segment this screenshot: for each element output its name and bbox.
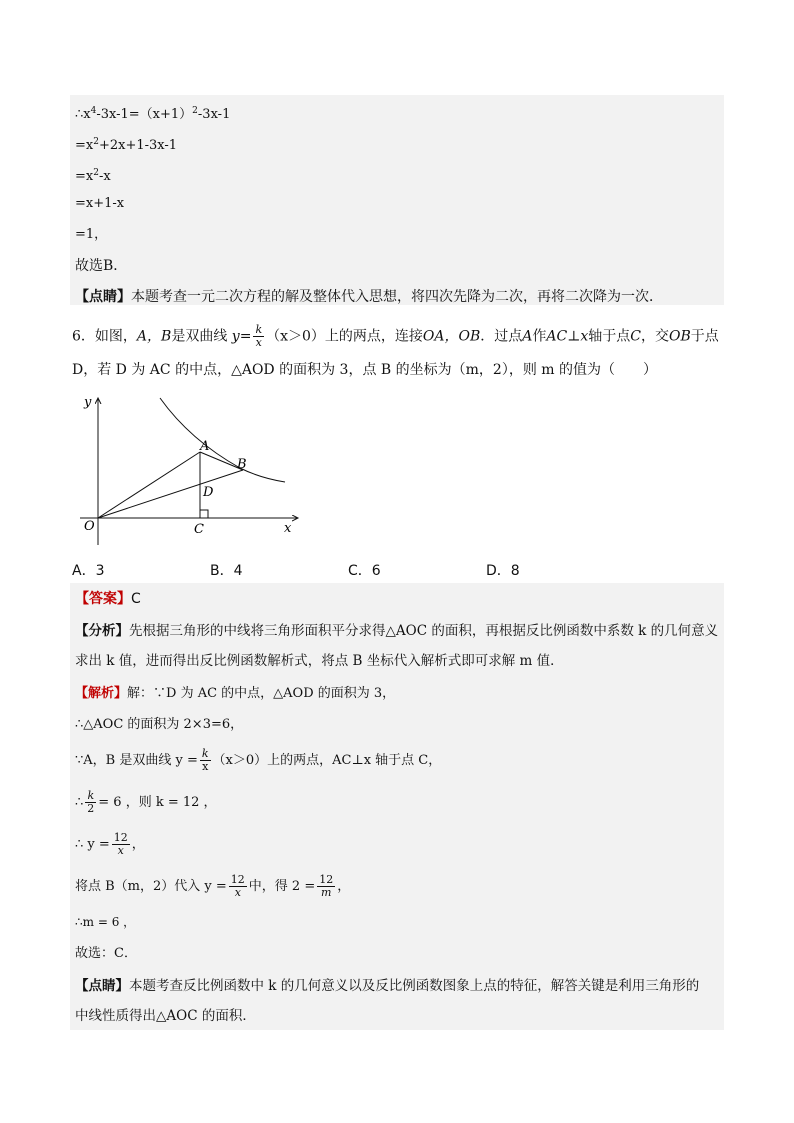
segment-OB — [98, 470, 243, 518]
question-line-2: D，若 D 为 AC 的中点，△AOD 的面积为 3，点 B 的坐标为（m，2），则 m 的值为（ ） — [72, 362, 658, 378]
option-c: C．6 — [348, 563, 381, 579]
prev-line-4: =x+1-x — [75, 196, 125, 211]
solution-line-8: 故选：C． — [75, 946, 137, 961]
comment-line-2: 中线性质得出△AOC 的面积． — [75, 1008, 256, 1024]
solution-line-3: ∵A，B 是双曲线 y = $\frac{k}{x}$ （x＞0）上的两点，AC⊥x 轴于点 C， — [75, 747, 442, 773]
answer-line — [75, 589, 141, 609]
analysis-line-1: 【分析】先根据三角形的中线将三角形面积平分求得△AOC 的面积，再根据反比例函数中系数 k 的几何意义 — [75, 623, 719, 639]
solution-line-6: 将点 B（m，2）代入 y = $\frac{12}{x}$ 中，得 2 = $\frac{12}{m}$ ， — [75, 873, 351, 899]
solution-line-1: 【解析】解：∵D 为 AC 的中点，△AOD 的面积为 3， — [75, 686, 396, 701]
label-A: A — [200, 439, 210, 454]
label-x: x — [284, 521, 292, 536]
option-a: A．3 — [72, 563, 105, 579]
label-O: O — [84, 519, 95, 534]
label-D: D — [203, 485, 214, 500]
solution-line-2: ∴△AOC 的面积为 2×3=6， — [75, 717, 244, 732]
question-line-1: 6．如图，A，B是双曲线 y= $\frac{k}{x}$ （x＞0）上的两点，连接OA，OB．过点A作AC⊥x轴于点C，交OB于点 — [72, 323, 719, 349]
solution-line-5: ∴ y = $\frac{12}{x}$ ， — [75, 831, 145, 857]
option-b: B．4 — [210, 563, 243, 579]
hyperbola-curve — [160, 398, 285, 482]
prev-line-5: =1， — [75, 227, 108, 242]
answer-tag: 【答案】 — [75, 591, 131, 607]
right-angle-marker — [200, 510, 208, 518]
label-C: C — [194, 522, 204, 537]
prev-line-1: $\therefore x^4-3x-1=(x+1)^2-3x-1$ — [75, 106, 231, 122]
solution-line-7: ∴m = 6 ， — [75, 915, 136, 929]
prev-line-6: 故选B． — [75, 258, 128, 274]
label-B: B — [237, 457, 247, 472]
option-d: D．8 — [486, 563, 520, 579]
fraction-k-over-x: $\frac{k}{x}$ — [255, 323, 263, 349]
previous-solution-block — [70, 95, 724, 305]
comment-line-1: 【点睛】本题考查反比例函数中 k 的几何意义以及反比例函数图象上点的特征，解答关键是利用三角形的 — [75, 978, 700, 994]
prev-comment: 【点睛】本题考查一元二次方程的解及整体代入思想，将四次先降为二次，再将二次降为一次． — [75, 289, 663, 305]
prev-line-2: $=x^2+2x+1-3x-1$ — [75, 137, 178, 153]
hyperbola-figure — [70, 390, 310, 550]
segment-OA — [98, 452, 200, 518]
analysis-line-2: 求出 k 值，进而得出反比例函数解析式，将点 B 坐标代入解析式即可求解 m 值． — [75, 653, 564, 669]
answer-value: C — [131, 591, 141, 607]
solution-line-4: ∴ $\frac{k}{2}$ = 6 ，则 k = 12 ， — [75, 789, 217, 815]
label-y: y — [84, 395, 92, 410]
prev-line-3: $=x^2-x$ — [75, 168, 111, 184]
